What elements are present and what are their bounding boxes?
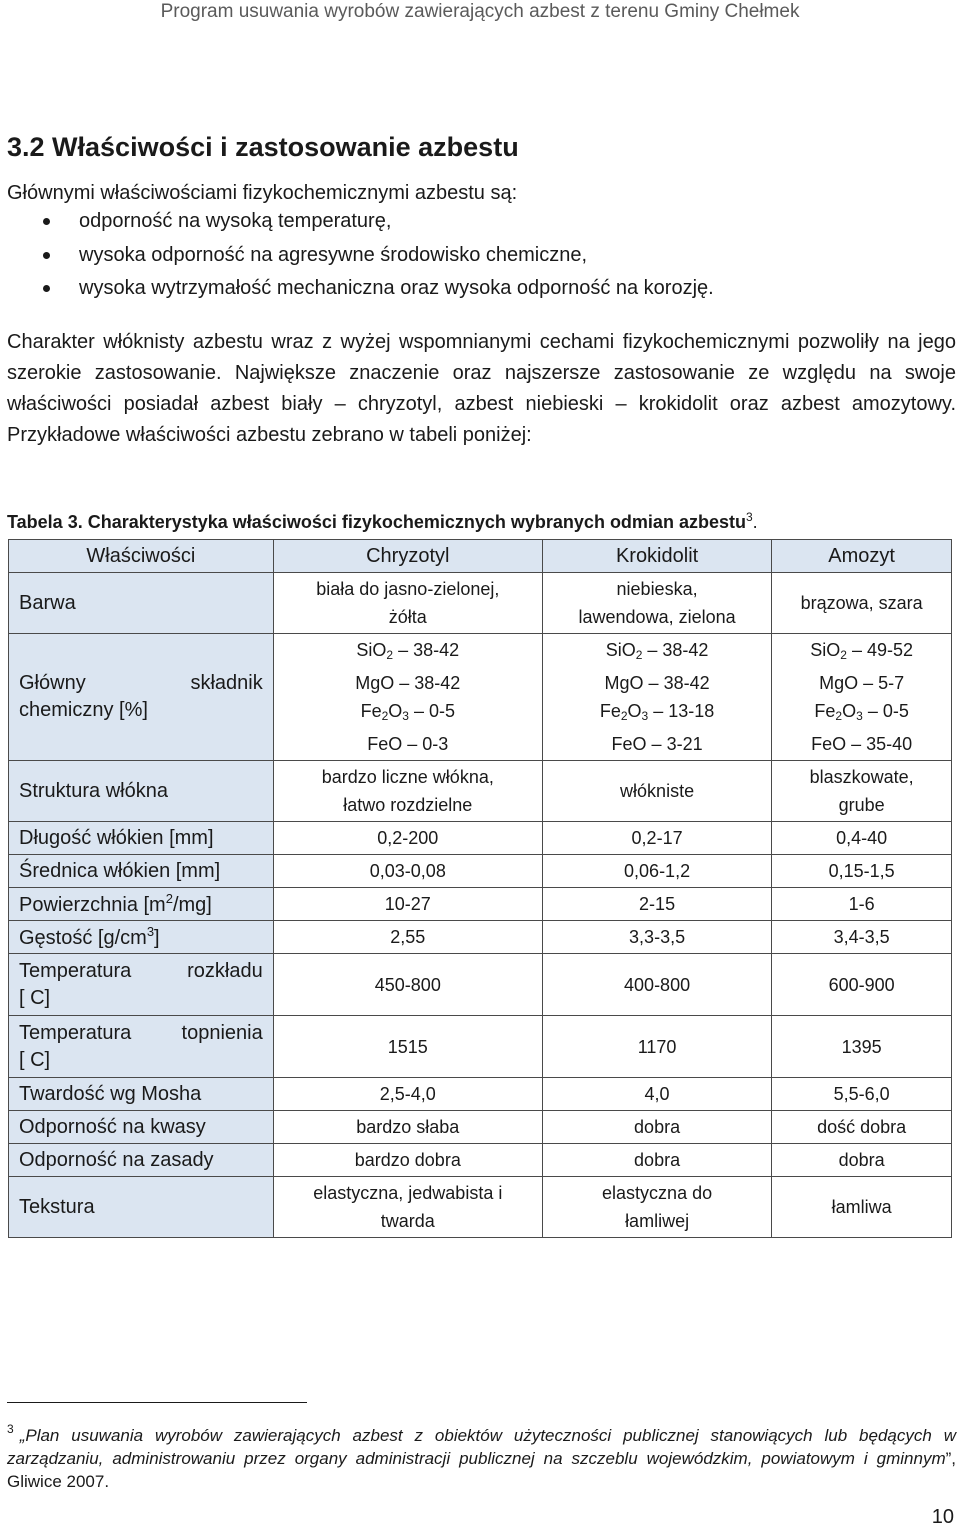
cell-line: elastyczna, jedwabista i: [313, 1183, 503, 1203]
table-cell: 10-27: [273, 888, 542, 921]
cell-line: elastyczna do: [602, 1183, 713, 1203]
column-header: Amozyt: [772, 540, 952, 573]
table-cell: [273, 1177, 542, 1238]
formula-feo: FeO – 3-21: [611, 734, 703, 754]
label-word: składnik: [190, 672, 263, 694]
table-cell: włókniste: [542, 761, 771, 822]
table-cell: bardzo dobra: [273, 1144, 542, 1177]
table-cell: łamliwa: [772, 1177, 952, 1238]
table-cell: 3,3-3,5: [542, 921, 771, 954]
formula-feo: FeO – 35-40: [811, 734, 913, 754]
cell-line: łamliwej: [625, 1211, 690, 1231]
footnote: [7, 1418, 956, 1493]
row-label: [9, 634, 274, 761]
formula-mgo: MgO – 38-42: [355, 673, 461, 693]
table-cell: 0,15-1,5: [772, 855, 952, 888]
row-label: Twardość wg Mosha: [9, 1078, 274, 1111]
caption-text: Tabela 3. Charakterystyka właściwości fizykochemicznych wybranych odmian azbestu: [7, 512, 746, 532]
formula-fe2o3: $Fe_2O_3 - 0-5$: [814, 701, 909, 723]
table-cell: [772, 634, 952, 761]
row-label: Średnica włókien [mm]: [9, 855, 274, 888]
table-cell: [772, 761, 952, 822]
row-label: Odporność na kwasy: [9, 1111, 274, 1144]
page-header: Program usuwania wyrobów zawierających azbest z terenu Gminy Chełmek: [160, 1, 800, 22]
table-cell: [273, 761, 542, 822]
table-row: [9, 761, 952, 822]
formula-sio2: SiO$_2$ – 38-42: [605, 640, 709, 662]
table-cell: 0,06-1,2: [542, 855, 771, 888]
list-item: odporność na wysoką temperaturę,: [0, 205, 714, 239]
table-cell: [273, 634, 542, 761]
table-cell: 4,0: [542, 1078, 771, 1111]
caption-end: .: [752, 512, 758, 532]
formula-mgo: MgO – 38-42: [604, 673, 710, 693]
table-cell: 1170: [542, 1016, 771, 1078]
table-cell: 5,5-6,0: [772, 1078, 952, 1111]
label-line: [ C]: [19, 986, 51, 1009]
table-cell: dość dobra: [772, 1111, 952, 1144]
body-paragraph: Charakter włóknisty azbestu wraz z wyżej wspomnianymi cechami fizykochemicznymi pozwoliły na jego szerokie zastosowanie. Największe znaczenie oraz najszersze zastosowanie ze względu na swoje właściwości posiadał azbest biały – chryzotyl, azbest niebieski – krokidolit oraz azbest amozytowy. Przykładowe właściwości azbestu zebrano w tabeli poniżej:: [7, 331, 956, 446]
row-label: Tekstura: [9, 1177, 274, 1238]
section-title: 3.2 Właściwości i zastosowanie azbestu: [7, 132, 519, 162]
table-cell: dobra: [542, 1144, 771, 1177]
cell-line: lawendowa, zielona: [578, 607, 736, 627]
cell-line: grube: [838, 795, 885, 815]
footnote-ref[interactable]: 3: [745, 510, 753, 524]
table-cell: 400-800: [542, 954, 771, 1016]
label-word: topnienia: [181, 1021, 263, 1044]
table-cell: 2-15: [542, 888, 771, 921]
list-item: wysoka wytrzymałość mechaniczna oraz wysoka odporność na korozję.: [0, 272, 714, 306]
table-cell: 1395: [772, 1016, 952, 1078]
cell-line: żółta: [388, 607, 427, 627]
formula-mgo: MgO – 5-7: [819, 673, 905, 693]
row-label: [9, 954, 274, 1016]
table-cell: 0,2-17: [542, 822, 771, 855]
row-label: Gęstość $[g/cm^3]$: [9, 921, 274, 954]
table-row: [9, 1144, 952, 1177]
table-cell: 2,5-4,0: [273, 1078, 542, 1111]
label-word: Główny: [19, 672, 86, 694]
table-cell: 600-900: [772, 954, 952, 1016]
cell-line: twarda: [380, 1211, 435, 1231]
table-cell: bardzo słaba: [273, 1111, 542, 1144]
table-cell: dobra: [542, 1111, 771, 1144]
formula-fe2o3: $Fe_2O_3 - 0-5$: [360, 701, 456, 723]
table-cell: dobra: [772, 1144, 952, 1177]
row-label: [9, 1016, 274, 1078]
list-item: wysoka odporność na agresywne środowisko chemiczne,: [0, 239, 714, 273]
table-cell: [542, 573, 771, 634]
properties-list: [0, 205, 714, 306]
table-cell: brązowa, szara: [772, 573, 952, 634]
label-word: Temperatura: [19, 959, 132, 982]
footnote-mark: 3: [7, 1422, 14, 1436]
column-header: Właściwości: [9, 540, 274, 573]
table-cell: 1515: [273, 1016, 542, 1078]
footnote-separator: [7, 1402, 307, 1403]
row-label: Powierzchnia $[m^2/mg]$: [9, 888, 274, 921]
cell-line: blaszkowate,: [809, 767, 914, 787]
table-row: [9, 1078, 952, 1111]
label-line: [ C]: [19, 1048, 51, 1071]
formula-sio2: SiO$_2$ – 38-42: [356, 640, 460, 662]
table-row: [9, 1111, 952, 1144]
table-row: [9, 822, 952, 855]
column-header: Chryzotyl: [273, 540, 542, 573]
table-cell: 3,4-3,5: [772, 921, 952, 954]
table-cell: 1-6: [772, 888, 952, 921]
table-row: [9, 1016, 952, 1078]
label-word: rozkładu: [187, 959, 263, 982]
formula-feo: FeO – 0-3: [367, 734, 449, 754]
table-cell: 450-800: [273, 954, 542, 1016]
asbestos-properties-table: [8, 539, 952, 1238]
page-number: 10: [931, 1506, 954, 1528]
table-cell: 2,55: [273, 921, 542, 954]
table-cell: [542, 1177, 771, 1238]
footnote-title: „Plan usuwania wyrobów zawierających azbest z obiektów użyteczności publicznej stanowiących lub będących w zarządzaniu, administrowaniu przez organy administracji publicznej na szczeblu wojewódzkim, powiatowym i gminnym: [7, 1426, 956, 1468]
table-cell: [273, 573, 542, 634]
row-label: Struktura włókna: [9, 761, 274, 822]
table-row: [9, 1177, 952, 1238]
table-cell: 0,2-200: [273, 822, 542, 855]
table-row: [9, 855, 952, 888]
column-header: Krokidolit: [542, 540, 771, 573]
table-row: [9, 954, 952, 1016]
footnote-source: ”, Gliwice 2007.: [7, 1449, 956, 1491]
formula-sio2: SiO$_2$ – 49-52: [810, 640, 914, 662]
label-line: chemiczny [%]: [19, 699, 148, 721]
table-row: [9, 921, 952, 954]
cell-line: biała do jasno-zielonej,: [316, 579, 500, 599]
label-word: Temperatura: [19, 1021, 132, 1044]
table-cell: 0,4-40: [772, 822, 952, 855]
formula-fe2o3: $Fe_2O_3 - 13-18$: [599, 701, 715, 723]
table-cell: [542, 634, 771, 761]
cell-line: niebieska,: [616, 579, 698, 599]
table-row: [9, 634, 952, 761]
row-label: Barwa: [9, 573, 274, 634]
row-label: Odporność na zasady: [9, 1144, 274, 1177]
row-label: Długość włókien [mm]: [9, 822, 274, 855]
cell-line: łatwo rozdzielne: [343, 795, 473, 815]
table-row: [9, 888, 952, 921]
cell-line: bardzo liczne włókna,: [321, 767, 494, 787]
table-header-row: [9, 540, 952, 573]
table-row: [9, 573, 952, 634]
table-cell: 0,03-0,08: [273, 855, 542, 888]
intro-text: Głównymi właściwościami fizykochemicznymi azbestu są:: [7, 182, 518, 204]
table-caption: [7, 510, 758, 533]
